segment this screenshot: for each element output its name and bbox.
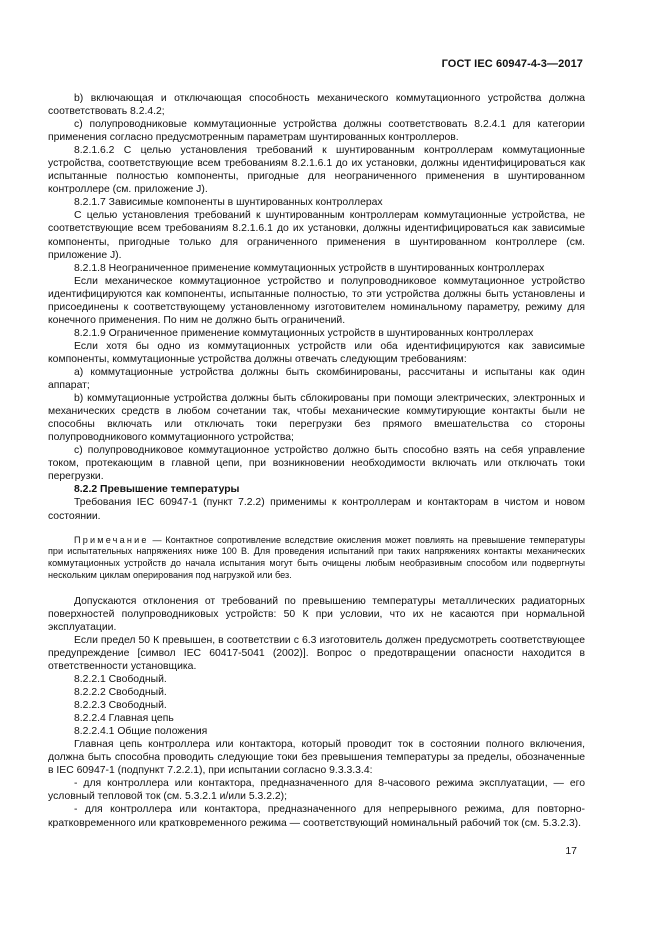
subsection-heading: 8.2.2.1 Свободный. — [74, 674, 167, 686]
page-number: 17 — [565, 845, 577, 857]
subsection-heading: 8.2.2.4 Главная цепь — [74, 713, 174, 725]
paragraph: b) включающая и отключающая способность механического коммутационного устройства должна соответствовать 8.2.4.2; — [48, 93, 585, 118]
paragraph: С целью установления требований к шунтированным контроллерам коммутационные устройства, не соответствующие всем требованиям 8.2.1.6.1 до их установки, должны идентифицироваться как зависимые компоненты, пригодные только для ограниченного применения в шунтированном контроллере (см. приложение J). — [48, 210, 585, 261]
paragraph: c) полупроводниковые коммутационные устройства должны соответствовать 8.2.4.1 для категории применения согласно предусмотренным параметрам шунтированных контроллеров. — [48, 119, 585, 144]
section-heading: 8.2.2 Превышение температуры — [74, 484, 240, 496]
list-item: - для контроллера или контактора, предназначенного для непрерывного режима, для повторно-кратковременного или кратковременного режима — соответствующий номинальный рабочий ток (см. 5.3.2.3). — [48, 804, 585, 829]
list-item: c) полупроводниковое коммутационное устройство должно быть способно взять на себя управление током, протекающим в главной цепи, при возникновении необходимости включать или отключать токи перегрузки. — [48, 445, 585, 483]
list-item: а) коммутационные устройства должны быть скомбинированы, рассчитаны и испытаны как один аппарат; — [48, 366, 585, 392]
list-item: - для контроллера или контактора, предназначенного для 8-часового режима эксплуатации, — его условный тепловой ток (см. 5.3.2.1 и/или 5.3.2.2); — [48, 778, 585, 803]
subsection-heading: 8.2.1.9 Ограниченное применение коммутационных устройств в шунтированных контроллерах — [74, 327, 534, 339]
subsection-heading: 8.2.2.2 Свободный. — [74, 687, 167, 699]
note-dash: — — [148, 534, 166, 545]
list-item: b) коммутационные устройства должны быть сблокированы при помощи электрических, электронных и механических средств в любом сочетании так, чтобы механические коммутирующие контакты были не способны включать или отключать токи перегрузки без прямого вмешательства со стороны полупроводникового коммутационного устройства; — [48, 393, 585, 444]
document-body — [48, 92, 585, 830]
paragraph: 8.2.1.6.2 С целью установления требований к шунтированным контроллерам коммутационные устройства, соответствующие всем требованиям 8.2.1.6.1 до их установки, должны идентифицироваться как испытанные полностью компоненты, пригодные для неограниченного применения в шунтированном контроллере (см. приложение J). — [48, 145, 585, 196]
subsection-heading: 8.2.2.4.1 Общие положения — [74, 726, 208, 738]
paragraph: Если предел 50 К превышен, в соответствии с 6.3 изготовитель должен предусмотреть соответствующее предупреждение [символ IEC 60417-5041 (2002)]. Вопрос о предотвращении опасности находится в ответственности установщика. — [48, 634, 585, 672]
paragraph: Требования IEC 60947-1 (пункт 7.2.2) применимы к контроллерам и контакторам в чистом и новом состоянии. — [48, 497, 585, 522]
subsection-heading: 8.2.1.8 Неограниченное применение коммутационных устройств в шунтированных контроллерах — [74, 262, 545, 274]
subsection-heading: 8.2.2.3 Свободный. — [74, 700, 167, 712]
note-text: Контактное сопротивление вследствие окисления может повлиять на превышение температуры при испытательных напряжениях ниже 100 В. Для проведения испытаний при таких напряжениях контакты механических коммутационных устройств до начала испытания могут быть очищены любым необразивным способом или подвергнуты нескольким циклам оперирования под нагрузкой или без. — [48, 534, 585, 580]
paragraph: Главная цепь контроллера или контактора, который проводит ток в состоянии полного включения, должна быть способна проводить следующие токи без превышения температуры за пределы, обозначенные в IEC 60947-1 (подпункт 7.2.2.1), при испытании согласно 9.3.3.3.4: — [48, 739, 585, 777]
paragraph: Допускаются отклонения от требований по превышению температуры металлических радиаторных поверхностей полупроводниковых устройств: 50 К при условии, что их не касаются при нормальной эксплуатации. — [48, 595, 585, 633]
paragraph: Если хотя бы одно из коммутационных устройств или оба идентифицируются как зависимые компоненты, коммутационные устройства должны отвечать следующим требованиям: — [48, 340, 585, 365]
note-label: Примечание — [74, 534, 149, 545]
subsection-heading: 8.2.1.7 Зависимые компоненты в шунтированных контроллерах — [74, 197, 383, 209]
note — [48, 535, 585, 582]
paragraph: Если механическое коммутационное устройство и полупроводниковое коммутационное устройство идентифицируются как компоненты, испытанные полностью, то эти устройства должны быть установлены и присоединены к соответствующему установленному изготовителем номинальному параметру, режиму для конечного применения. По ним не должно быть ограничений. — [48, 275, 585, 326]
document-header: ГОСТ IEC 60947-4-3—2017 — [441, 58, 583, 70]
